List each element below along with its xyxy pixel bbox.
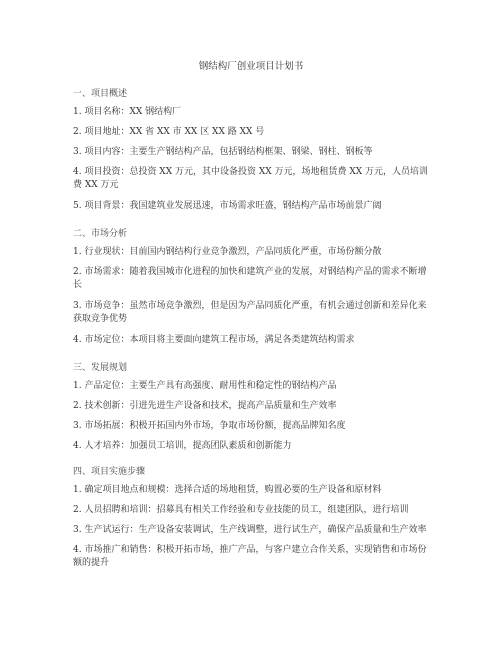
list-item: 4. 人才培养：加强员工培训，提高团队素质和创新能力	[73, 441, 292, 451]
list-item: 3. 生产试运行：生产设备安装调试，生产线调整，进行试生产，确保产品质量和生产效率	[73, 525, 427, 535]
section-heading-implementation: 四、项目实施步骤	[73, 467, 146, 477]
list-item: 1. 确定项目地点和规模：选择合适的场地租赁，购置必要的生产设备和原材料	[73, 485, 382, 495]
list-item: 4. 项目投资：总投资 XX 万元，其中设备投资 XX 万元，场地租赁费 XX 万元，人员培训费 XX 万元	[73, 167, 429, 190]
list-item: 1. 项目名称：XX 钢结构厂	[73, 107, 182, 117]
list-item: 1. 行业现状：目前国内钢结构行业竞争激烈，产品同质化严重，市场份额分散	[73, 247, 382, 257]
section-heading-overview: 一、项目概述	[73, 89, 128, 99]
list-item: 4. 市场推广和销售：积极开拓市场，推广产品，与客户建立合作关系，实现销售和市场份额的提升	[73, 545, 427, 568]
list-item: 3. 市场竞争：虽然市场竞争激烈，但是因为产品同质化严重，有机会通过创新和差异化来获取竞争优势	[73, 301, 427, 324]
list-item: 2. 项目地址：XX 省 XX 市 XX 区 XX 路 XX 号	[73, 127, 265, 137]
list-item: 3. 项目内容：主要生产钢结构产品，包括钢结构框架、钢梁、钢柱、钢板等	[73, 147, 373, 157]
list-item: 2. 人员招聘和培训：招募具有相关工作经验和专业技能的员工，组建团队，进行培训	[73, 505, 409, 515]
document-title: 钢结构厂创业项目计划书	[198, 61, 304, 72]
list-item: 1. 产品定位：主要生产具有高强度、耐用性和稳定性的钢结构产品	[73, 381, 337, 391]
list-item: 4. 市场定位：本项目将主要面向建筑工程市场，满足各类建筑结构需求	[73, 335, 355, 345]
list-item: 5. 项目背景：我国建筑业发展迅速，市场需求旺盛，钢结构产品市场前景广阔	[73, 201, 382, 211]
list-item: 3. 市场拓展：积极开拓国内外市场，争取市场份额，提高品牌知名度	[73, 421, 346, 431]
list-item: 2. 市场需求：随着我国城市化进程的加快和建筑产业的发展，对钢结构产品的需求不断增长	[73, 267, 427, 290]
section-heading-market: 二、市场分析	[73, 229, 128, 239]
section-heading-planning: 三、发展规划	[73, 363, 128, 373]
list-item: 2. 技术创新：引进先进生产设备和技术，提高产品质量和生产效率	[73, 401, 337, 411]
